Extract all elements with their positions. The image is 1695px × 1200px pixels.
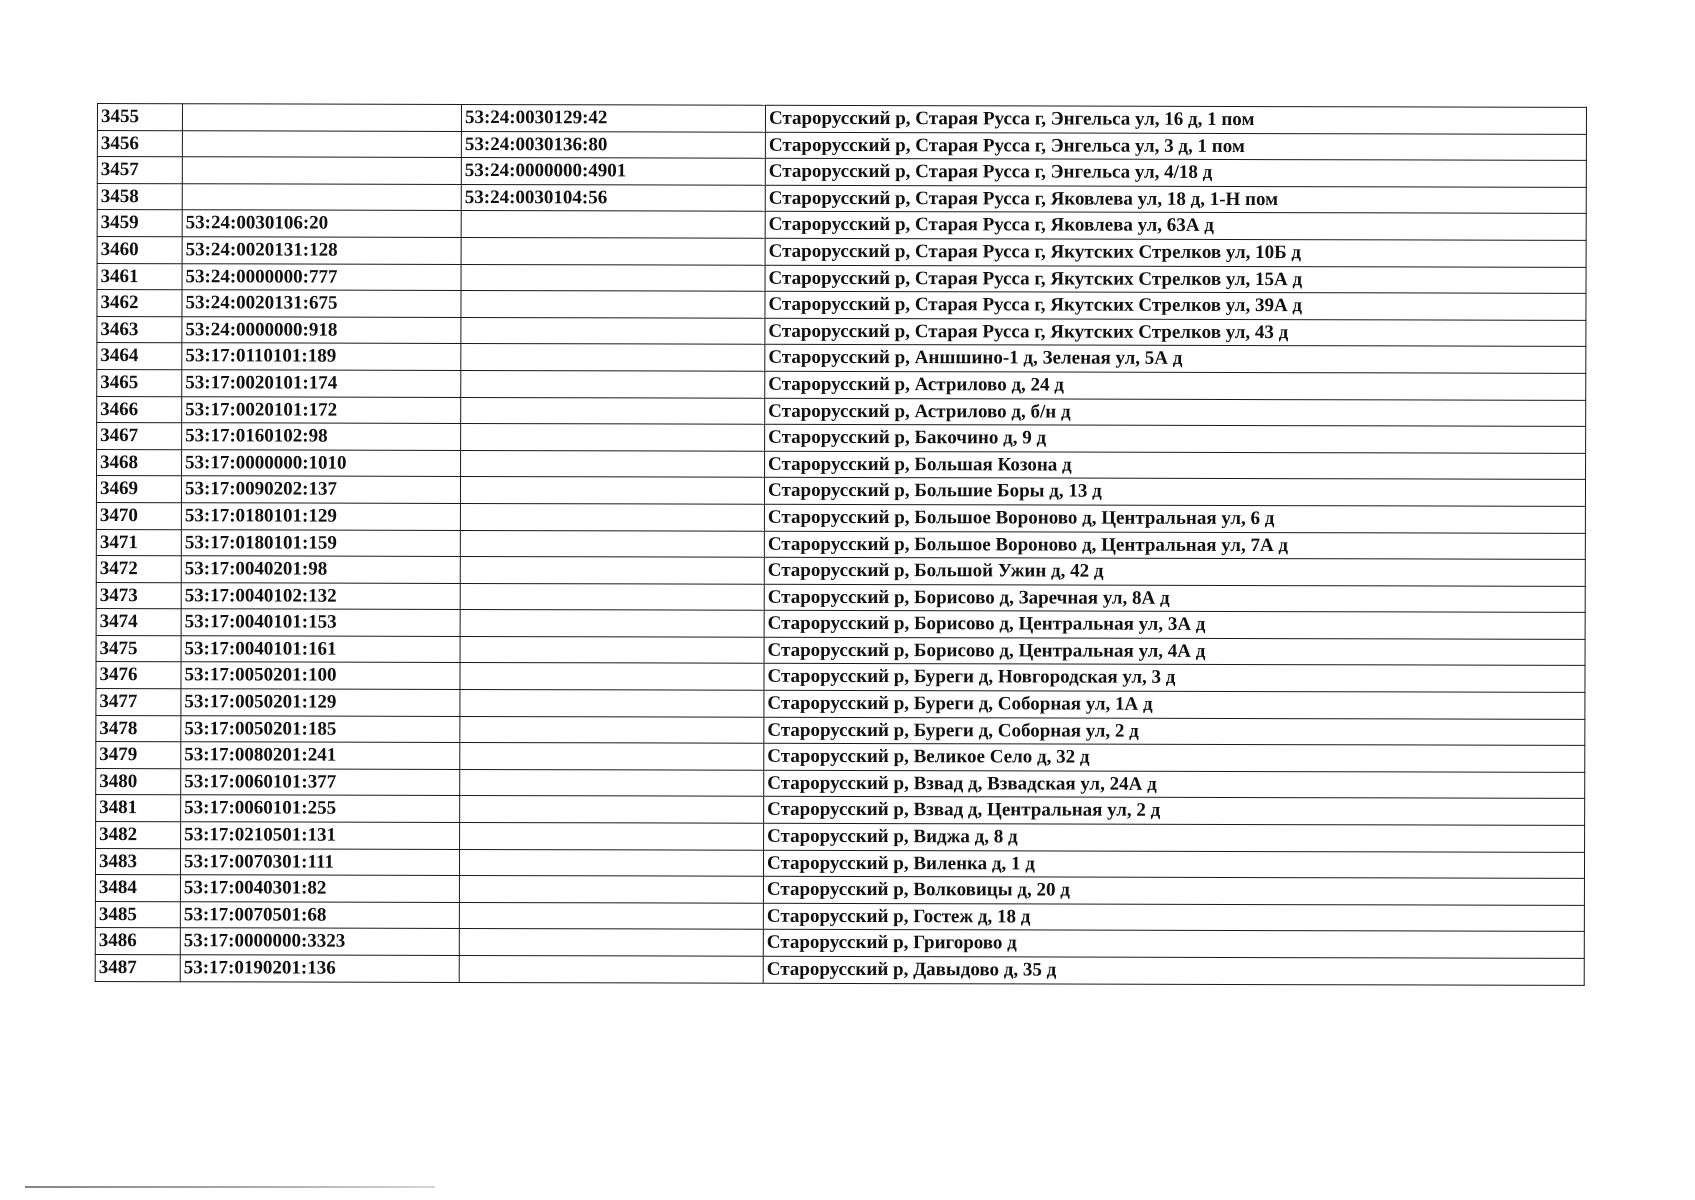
cadastral-number-cell: 53:17:0110101:189 xyxy=(182,343,461,370)
address-cell: Старорусский р, Великое Село д, 32 д xyxy=(764,743,1585,772)
row-number-cell: 3468 xyxy=(97,449,182,476)
address-cell: Старорусский р, Старая Русса г, Якутских Стрелков ул, 39А д xyxy=(765,291,1586,320)
registry-table-body xyxy=(95,104,1586,985)
premises-cadastral-number-cell xyxy=(461,424,765,451)
row-number-cell: 3464 xyxy=(97,343,182,370)
premises-cadastral-number-cell: 53:24:0000000:4901 xyxy=(461,158,765,185)
premises-cadastral-number-cell: 53:24:0030136:80 xyxy=(461,131,765,158)
row-number-cell: 3463 xyxy=(97,316,182,343)
row-number-cell: 3476 xyxy=(96,662,181,689)
table-row xyxy=(96,689,1585,719)
table-row xyxy=(97,343,1586,373)
cadastral-number-cell: 53:17:0190201:136 xyxy=(180,955,459,982)
premises-cadastral-number-cell xyxy=(461,211,765,238)
row-number-cell: 3469 xyxy=(96,476,181,503)
row-number-cell: 3458 xyxy=(97,183,182,210)
row-number-cell: 3474 xyxy=(96,609,181,636)
premises-cadastral-number-cell xyxy=(460,503,764,530)
premises-cadastral-number-cell xyxy=(461,370,765,397)
address-cell: Старорусский р, Борисово д, Центральная ул, 3А д xyxy=(764,611,1585,640)
address-cell: Старорусский р, Большое Вороново д, Центральная ул, 6 д xyxy=(764,504,1585,533)
address-cell: Старорусский р, Виджа д, 8 д xyxy=(764,823,1585,852)
premises-cadastral-number-cell xyxy=(460,663,764,690)
table-row xyxy=(97,236,1586,266)
address-cell: Старорусский р, Аншшино-1 д, Зеленая ул, 5А д xyxy=(765,345,1586,374)
cadastral-number-cell: 53:17:0040101:161 xyxy=(181,636,460,663)
row-number-cell: 3471 xyxy=(96,529,181,556)
row-number-cell: 3460 xyxy=(97,236,182,263)
scan-artifact-line xyxy=(25,1186,435,1188)
address-cell: Старорусский р, Борисово д, Центральная ул, 4А д xyxy=(764,637,1585,666)
premises-cadastral-number-cell xyxy=(460,530,764,557)
address-cell: Старорусский р, Волковицы д, 20 д xyxy=(763,876,1584,905)
cadastral-number-cell: 53:17:0180101:129 xyxy=(181,503,460,530)
row-number-cell: 3455 xyxy=(97,104,182,131)
address-cell: Старорусский р, Старая Русса г, Энгельса ул, 3 д, 1 пом xyxy=(765,132,1586,161)
table-row xyxy=(97,263,1586,293)
cadastral-number-cell xyxy=(182,104,461,131)
table-row xyxy=(97,290,1586,320)
address-cell: Старорусский р, Буреги д, Новгородская ул, 3 д xyxy=(764,664,1585,693)
cadastral-number-cell: 53:17:0040301:82 xyxy=(180,875,459,902)
premises-cadastral-number-cell xyxy=(460,716,764,743)
table-row xyxy=(96,582,1585,612)
table-row xyxy=(95,901,1584,931)
cadastral-number-cell xyxy=(182,130,461,157)
row-number-cell: 3462 xyxy=(97,290,182,317)
row-number-cell: 3480 xyxy=(96,768,181,795)
address-cell: Старорусский р, Старая Русса г, Энгельса ул, 4/18 д xyxy=(765,158,1586,187)
row-number-cell: 3473 xyxy=(96,582,181,609)
premises-cadastral-number-cell: 53:24:0030129:42 xyxy=(461,104,765,131)
table-row xyxy=(97,396,1586,426)
address-cell: Старорусский р, Григорово д xyxy=(763,930,1584,959)
registry-table xyxy=(95,103,1587,985)
row-number-cell: 3459 xyxy=(97,210,182,237)
cadastral-number-cell xyxy=(182,157,461,184)
address-cell: Старорусский р, Борисово д, Заречная ул, 8А д xyxy=(764,584,1585,613)
row-number-cell: 3472 xyxy=(96,556,181,583)
cadastral-number-cell: 53:17:0060101:255 xyxy=(181,795,460,822)
address-cell: Старорусский р, Астрилово д, 24 д xyxy=(765,371,1586,400)
row-number-cell: 3487 xyxy=(95,954,180,981)
table-row xyxy=(97,130,1586,160)
table-row xyxy=(96,502,1585,532)
premises-cadastral-number-cell xyxy=(459,929,763,956)
address-cell: Старорусский р, Большая Козона д xyxy=(765,451,1586,480)
cadastral-number-cell: 53:17:0160102:98 xyxy=(182,423,461,450)
table-row xyxy=(97,369,1586,399)
address-cell: Старорусский р, Старая Русса г, Энгельса ул, 16 д, 1 пом xyxy=(765,105,1586,134)
row-number-cell: 3457 xyxy=(97,157,182,184)
premises-cadastral-number-cell xyxy=(461,344,765,371)
table-row xyxy=(96,715,1585,745)
row-number-cell: 3484 xyxy=(95,875,180,902)
table-row xyxy=(97,104,1586,134)
premises-cadastral-number-cell xyxy=(461,397,765,424)
row-number-cell: 3486 xyxy=(95,928,180,955)
address-cell: Старорусский р, Взвад д, Взвадская ул, 24А д xyxy=(764,770,1585,799)
row-number-cell: 3479 xyxy=(96,742,181,769)
table-row xyxy=(95,954,1584,984)
premises-cadastral-number-cell xyxy=(460,796,764,823)
address-cell: Старорусский р, Большие Боры д, 13 д xyxy=(764,478,1585,507)
table-row xyxy=(96,609,1585,639)
table-row xyxy=(95,848,1584,878)
cadastral-number-cell: 53:17:0050201:100 xyxy=(181,662,460,689)
row-number-cell: 3485 xyxy=(95,901,180,928)
table-row xyxy=(95,875,1584,905)
table-row xyxy=(96,662,1585,692)
cadastral-number-cell: 53:24:0020131:128 xyxy=(182,237,461,264)
address-cell: Старорусский р, Давыдово д, 35 д xyxy=(763,956,1584,985)
row-number-cell: 3470 xyxy=(96,502,181,529)
row-number-cell: 3461 xyxy=(97,263,182,290)
cadastral-number-cell: 53:24:0030106:20 xyxy=(182,210,461,237)
premises-cadastral-number-cell xyxy=(459,902,763,929)
address-cell: Старорусский р, Астрилово д, б/н д xyxy=(765,398,1586,427)
premises-cadastral-number-cell: 53:24:0030104:56 xyxy=(461,184,765,211)
table-row xyxy=(95,928,1584,958)
row-number-cell: 3477 xyxy=(96,689,181,716)
premises-cadastral-number-cell xyxy=(460,610,764,637)
address-cell: Старорусский р, Буреги д, Соборная ул, 1А д xyxy=(764,690,1585,719)
cadastral-number-cell: 53:17:0060101:377 xyxy=(181,769,460,796)
table-row xyxy=(96,795,1585,825)
cadastral-number-cell: 53:17:0040102:132 xyxy=(181,582,460,609)
cadastral-number-cell: 53:17:0040201:98 xyxy=(181,556,460,583)
row-number-cell: 3466 xyxy=(97,396,182,423)
table-row xyxy=(97,183,1586,213)
table-row xyxy=(96,822,1585,852)
cadastral-number-cell: 53:24:0020131:675 xyxy=(182,290,461,317)
cadastral-number-cell: 53:17:0080201:241 xyxy=(181,742,460,769)
premises-cadastral-number-cell xyxy=(460,743,764,770)
row-number-cell: 3481 xyxy=(96,795,181,822)
premises-cadastral-number-cell xyxy=(459,955,763,982)
cadastral-number-cell: 53:17:0180101:159 xyxy=(181,529,460,556)
cadastral-number-cell: 53:17:0020101:172 xyxy=(182,396,461,423)
premises-cadastral-number-cell xyxy=(460,477,764,504)
address-cell: Старорусский р, Виленка д, 1 д xyxy=(763,850,1584,879)
premises-cadastral-number-cell xyxy=(461,264,765,291)
address-cell: Старорусский р, Старая Русса г, Якутских Стрелков ул, 43 д xyxy=(765,318,1586,347)
table-row xyxy=(96,529,1585,559)
premises-cadastral-number-cell xyxy=(460,769,764,796)
address-cell: Старорусский р, Буреги д, Соборная ул, 2 д xyxy=(764,717,1585,746)
cadastral-number-cell: 53:17:0070301:111 xyxy=(180,848,459,875)
table-row xyxy=(97,157,1586,187)
row-number-cell: 3483 xyxy=(95,848,180,875)
row-number-cell: 3482 xyxy=(96,822,181,849)
premises-cadastral-number-cell xyxy=(460,557,764,584)
premises-cadastral-number-cell xyxy=(461,317,765,344)
cadastral-number-cell: 53:17:0020101:174 xyxy=(182,370,461,397)
premises-cadastral-number-cell xyxy=(460,822,764,849)
row-number-cell: 3475 xyxy=(96,635,181,662)
table-row xyxy=(96,476,1585,506)
cadastral-number-cell xyxy=(182,184,461,211)
address-cell: Старорусский р, Старая Русса г, Якутских Стрелков ул, 10Б д xyxy=(765,238,1586,267)
cadastral-number-cell: 53:17:0210501:131 xyxy=(181,822,460,849)
table-row xyxy=(96,635,1585,665)
row-number-cell: 3467 xyxy=(97,423,182,450)
row-number-cell: 3465 xyxy=(97,369,182,396)
row-number-cell: 3478 xyxy=(96,715,181,742)
address-cell: Старорусский р, Бакочино д, 9 д xyxy=(765,424,1586,453)
table-row xyxy=(97,210,1586,240)
premises-cadastral-number-cell xyxy=(460,583,764,610)
premises-cadastral-number-cell xyxy=(459,849,763,876)
table-row xyxy=(96,556,1585,586)
cadastral-number-cell: 53:17:0050201:129 xyxy=(181,689,460,716)
cadastral-number-cell: 53:17:0050201:185 xyxy=(181,715,460,742)
address-cell: Старорусский р, Взвад д, Центральная ул, 2 д xyxy=(764,797,1585,826)
address-cell: Старорусский р, Старая Русса г, Яковлева ул, 63А д xyxy=(765,212,1586,241)
table-row xyxy=(96,768,1585,798)
cadastral-number-cell: 53:17:0000000:1010 xyxy=(182,449,461,476)
cadastral-number-cell: 53:17:0070501:68 xyxy=(180,902,459,929)
address-cell: Старорусский р, Старая Русса г, Якутских Стрелков ул, 15А д xyxy=(765,265,1586,294)
premises-cadastral-number-cell xyxy=(461,291,765,318)
cadastral-number-cell: 53:17:0040101:153 xyxy=(181,609,460,636)
table-row xyxy=(97,316,1586,346)
address-cell: Старорусский р, Старая Русса г, Яковлева ул, 18 д, 1-Н пом xyxy=(765,185,1586,214)
premises-cadastral-number-cell xyxy=(461,450,765,477)
cadastral-number-cell: 53:24:0000000:918 xyxy=(182,316,461,343)
premises-cadastral-number-cell xyxy=(461,237,765,264)
premises-cadastral-number-cell xyxy=(459,876,763,903)
registry-table-container xyxy=(95,103,1587,985)
address-cell: Старорусский р, Гостеж д, 18 д xyxy=(763,903,1584,932)
cadastral-number-cell: 53:24:0000000:777 xyxy=(182,263,461,290)
table-row xyxy=(96,742,1585,772)
table-row xyxy=(97,449,1586,479)
address-cell: Старорусский р, Большой Ужин д, 42 д xyxy=(764,557,1585,586)
table-row xyxy=(97,423,1586,453)
cadastral-number-cell: 53:17:0090202:137 xyxy=(181,476,460,503)
premises-cadastral-number-cell xyxy=(460,636,764,663)
row-number-cell: 3456 xyxy=(97,130,182,157)
address-cell: Старорусский р, Большое Вороново д, Центральная ул, 7А д xyxy=(764,531,1585,560)
premises-cadastral-number-cell xyxy=(460,690,764,717)
cadastral-number-cell: 53:17:0000000:3323 xyxy=(180,928,459,955)
